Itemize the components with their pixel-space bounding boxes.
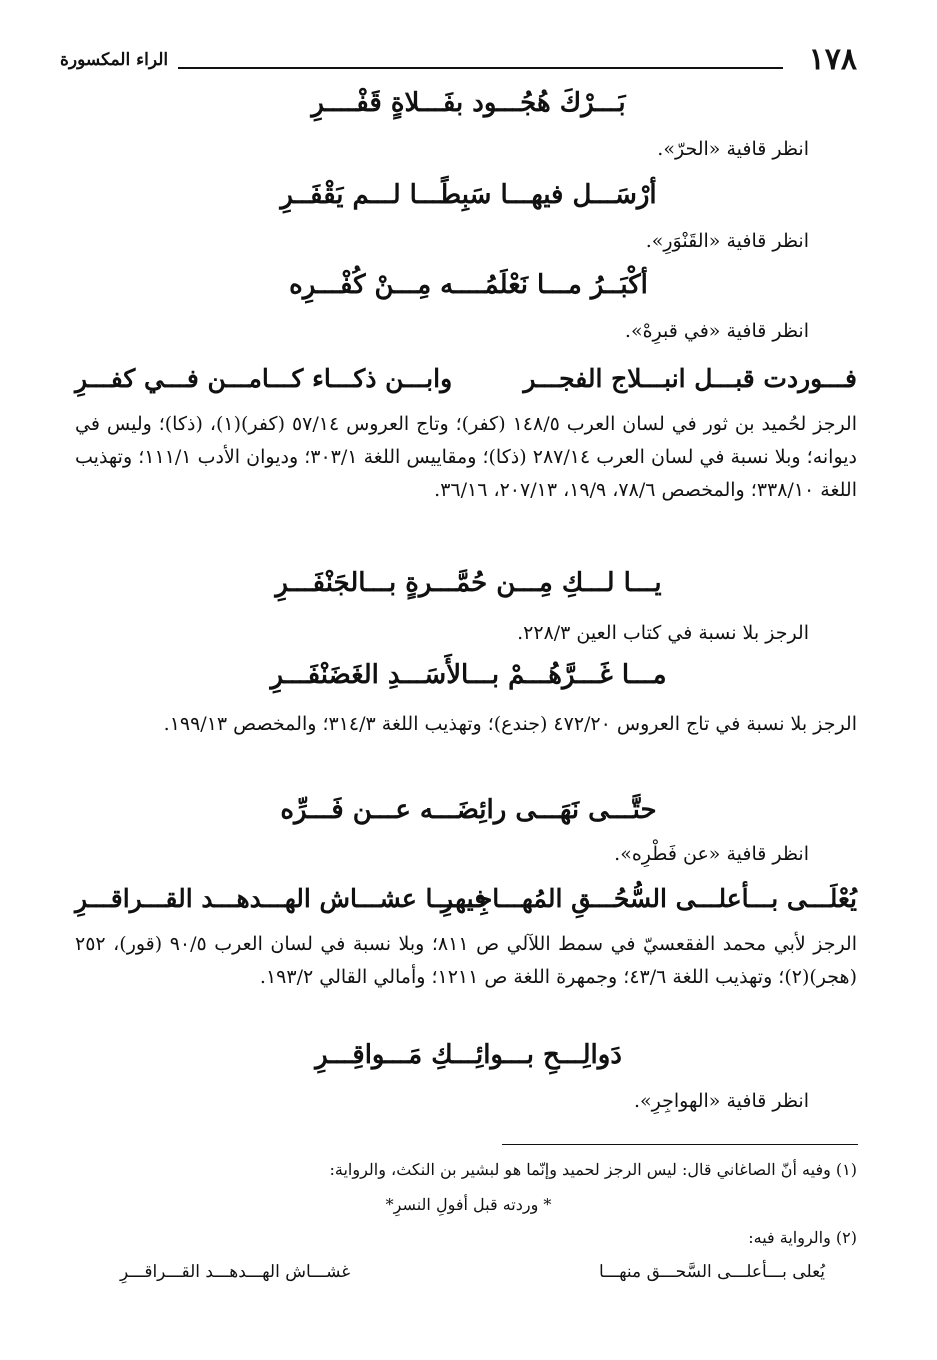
- verse-4: [75, 364, 857, 404]
- verse-1: بَـــرْكَ هُجُـــود بفَـــلاةٍ قَفْــــرِ: [311, 88, 626, 118]
- source-citation-4: الرجز لحُميد بن ثور في لسان العرب ١٤٨/٥ (كفر)؛ وتاج العروس ٥٧/١٤ (كفر)(١)، (ذكا)؛ وليس في ديوانه؛ وبلا نسبة في لسان العرب ٢٨٧/١٤ (ذكا)؛ ومقاييس اللغة ٣٠٣/١؛ وديوان الأدب ١١١/١؛ وتهذيب اللغة ٣٣٨/١٠؛ والمخصص ٧٨/٦، ١٩/٩، ٢٠٧/١٣، ٣٦/١٦.: [75, 413, 858, 501]
- running-title: الراء المكسورة: [60, 50, 169, 70]
- header-rule: [178, 67, 783, 69]
- verse-2: أرْسَـــل فيهـــا سَبِطًـــا لـــم يَقْفَــرِ: [280, 180, 657, 210]
- footnote-2-first-hemistich: يُعلى بـــأعلـــى السَّحـــق منهـــا: [598, 1262, 825, 1282]
- footnote-1-verse: * وردته قبل أفولِ النسرِ*: [385, 1195, 552, 1214]
- footnote-separator: [502, 1144, 858, 1145]
- verse-4-second-hemistich: وابـــن ذكـــاء كـــامـــن فـــي كفـــرِ: [75, 364, 453, 393]
- verse-6: مـــا غَـــرَّهُـــمْ بـــالأَسَـــدِ الغَضَنْفَـــرِ: [270, 660, 667, 690]
- cross-reference-7: انظر قافية «عن فَطْرِه».: [614, 843, 809, 865]
- footnote-2: (٢) والرواية فيه:: [748, 1228, 857, 1247]
- verse-9: دَوالِـــحِ بـــوائِـــكِ مَـــواقِـــرِ: [315, 1040, 622, 1070]
- source-citation-6: الرجز بلا نسبة في تاج العروس ٤٧٢/٢٠ (جندع)؛ وتهذيب اللغة ٣١٤/٣؛ والمخصص ١٩٩/١٣.: [163, 713, 857, 735]
- source-citation-5: الرجز بلا نسبة في كتاب العين ٢٢٨/٣.: [517, 622, 809, 644]
- page-number: ١٧٨: [808, 42, 857, 77]
- verse-8-second-hemistich: فيهـــا عشـــاش الهـــدهـــد القـــراقـــرِ: [75, 884, 487, 913]
- verse-8-first-hemistich: يُعْلَـــى بـــأعلـــى السُّحُـــقِ المُهـــاجِـــرِ: [441, 884, 857, 913]
- cross-reference-3: انظر قافية «في قبرِهْ».: [624, 320, 809, 342]
- cross-reference-1: انظر قافية «الحرّ».: [657, 138, 809, 160]
- verse-8: [75, 884, 857, 924]
- footnote-1: (١) وفيه أنّ الصاغاني قال: ليس الرجز لحميد وإنّما هو لبشير بن النكث، والرواية:: [329, 1160, 857, 1179]
- cross-reference-9: انظر قافية «الهواجِرِ».: [633, 1090, 809, 1112]
- page-header: [60, 40, 857, 76]
- source-citation-8: الرجز لأبي محمد الفقعسيّ في سمط اللآلي ص ٨١١؛ وبلا نسبة في لسان العرب ٩٠/٥ (قور)، ٢٥٢ (هجر)(٢)؛ وتهذيب اللغة ٤٣/٦؛ وجمهرة اللغة ص ١٢١١؛ وأمالي القالي ١٩٣/٢.: [75, 933, 857, 988]
- verse-4-first-hemistich: فـــوردت قبـــل انبـــلاج الفجـــر: [523, 364, 857, 393]
- verse-3: أكْبَــرُ مـــا نَعْلَمُــــه مِـــنْ كُفْـــرِه: [289, 270, 648, 300]
- footnote-2-second-hemistich: غشـــاش الهـــدهـــد القـــراقـــرِ: [120, 1262, 351, 1282]
- verse-7: حتَّـــى نَهَـــى رائِضَـــه عـــن فَـــرِّه: [280, 795, 657, 825]
- verse-5: يـــا لـــكِ مِـــن حُمَّـــرةٍ بـــالجَنْفَـــرِ: [275, 568, 662, 598]
- footnote-2-verse: [120, 1262, 825, 1292]
- cross-reference-2: انظر قافية «القَنْوَرِ».: [645, 230, 809, 252]
